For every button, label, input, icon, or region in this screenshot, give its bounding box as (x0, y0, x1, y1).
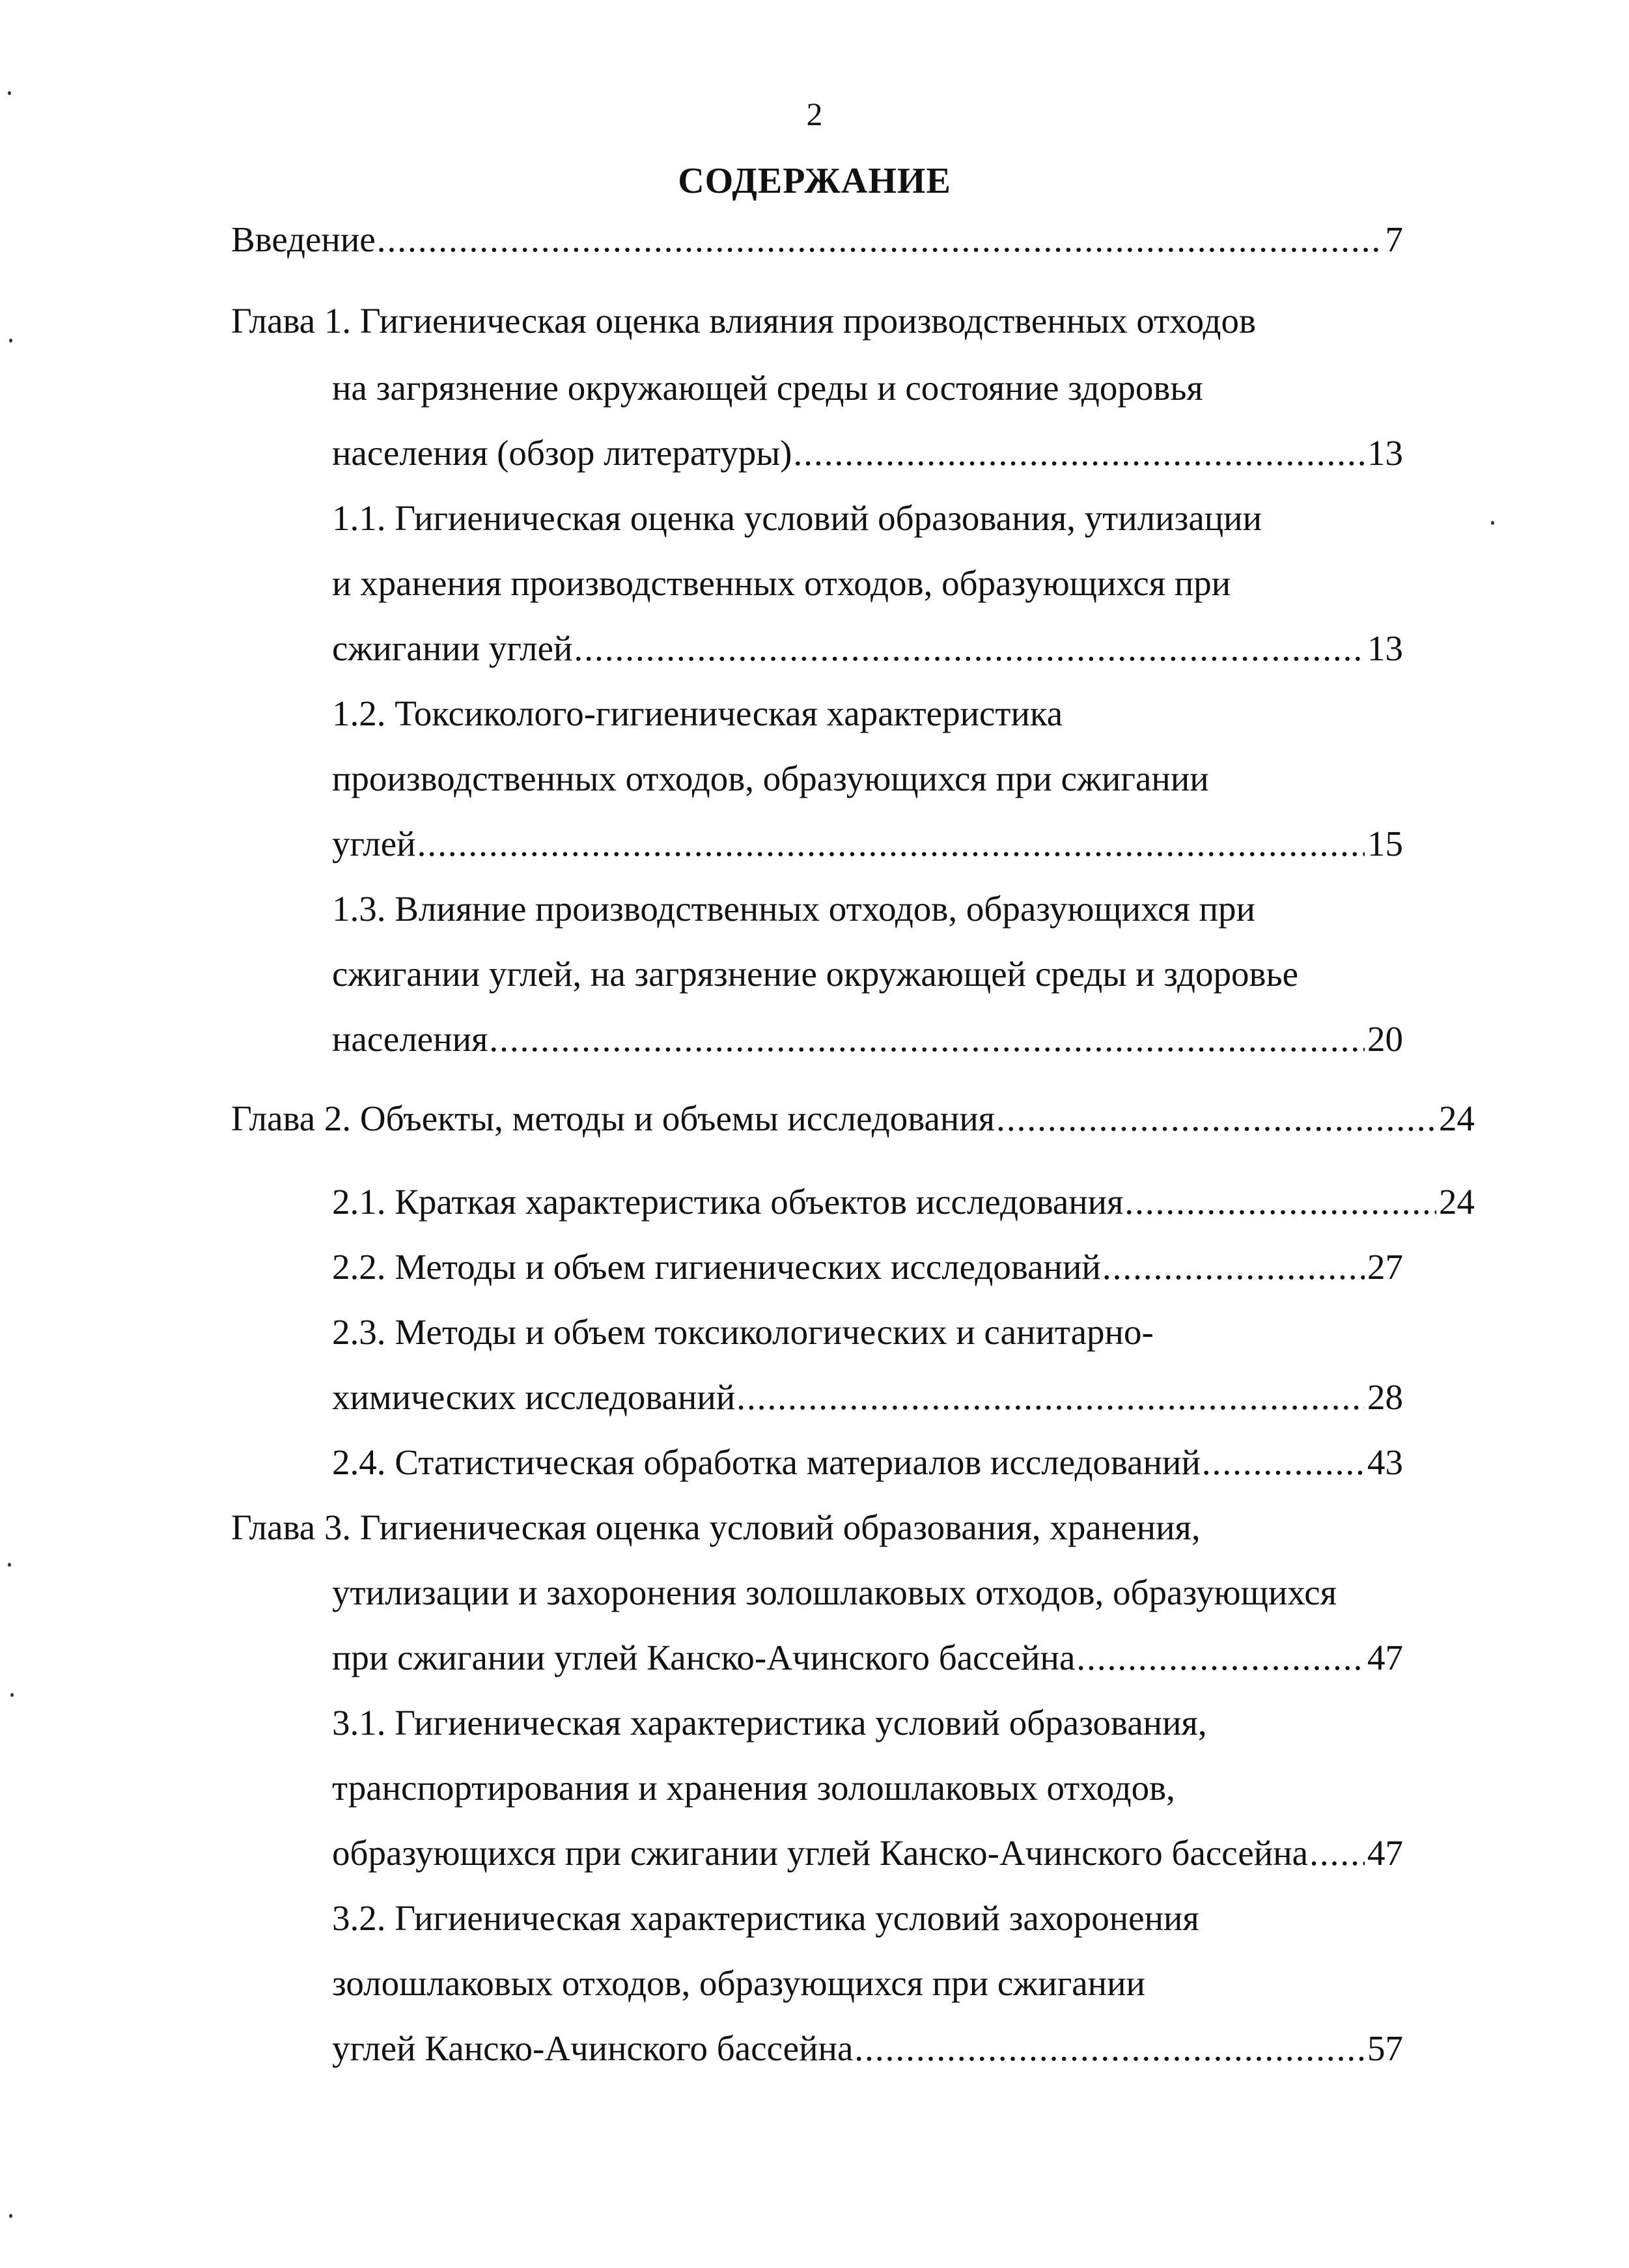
toc-entry-text: сжигании углей (332, 628, 573, 668)
toc-section-1-2-line-1 (332, 695, 1063, 731)
leader-dots (489, 1021, 1365, 1057)
toc-entry-text: Глава 2. Объекты, методы и объемы исследования (231, 1099, 995, 1138)
toc-page-number: 20 (1367, 1019, 1403, 1059)
toc-entry-text: на загрязнение окружающей среды и состояние здоровья (332, 368, 1203, 408)
toc-section-2-2 (332, 1249, 1403, 1285)
toc-chapter-1-line-3 (332, 435, 1403, 471)
toc-section-1-3-line-1 (332, 891, 1255, 927)
scan-speck (9, 339, 12, 343)
toc-page-number: 24 (1439, 1182, 1475, 1222)
toc-section-2-1 (332, 1184, 1475, 1220)
toc-section-3-1-line-3 (332, 1835, 1403, 1871)
toc-page-number: 15 (1367, 824, 1403, 863)
toc-entry-text: и хранения производственных отходов, образующихся при (332, 563, 1231, 603)
toc-section-3-1-line-2 (332, 1770, 1175, 1806)
toc-entry-text: производственных отходов, образующихся при сжигании (332, 759, 1209, 798)
toc-chapter-1-line-2 (332, 370, 1203, 406)
toc-entry-text: углей (332, 824, 416, 863)
leader-dots (1102, 1249, 1365, 1285)
toc-entry-intro (231, 221, 1403, 257)
scan-speck (1491, 521, 1494, 525)
toc-page-number: 43 (1367, 1442, 1403, 1482)
toc-page-number: 24 (1439, 1099, 1475, 1138)
toc-chapter-3-line-2 (332, 1575, 1337, 1610)
leader-dots (736, 1379, 1365, 1415)
toc-entry-text: Глава 1. Гигиеническая оценка влияния производственных отходов (231, 301, 1256, 341)
toc-entry-text: 2.4. Статистическая обработка материалов исследований (332, 1442, 1201, 1482)
leader-dots (1309, 1835, 1365, 1871)
toc-section-1-2-line-3 (332, 826, 1403, 861)
toc-entry-text: Введение (231, 219, 376, 259)
leader-dots (417, 826, 1365, 861)
toc-section-1-1-line-2 (332, 565, 1231, 601)
toc-entry-text: 1.1. Гигиеническая оценка условий образования, утилизации (332, 498, 1262, 538)
toc-entry-text: населения (обзор литературы) (332, 433, 792, 473)
toc-chapter-2 (231, 1100, 1475, 1136)
leader-dots (793, 435, 1365, 471)
toc-entry-text: 3.1. Гигиеническая характеристика условий образования, (332, 1703, 1207, 1743)
toc-entry-text: 2.3. Методы и объем токсикологических и санитарно- (332, 1312, 1154, 1352)
toc-entry-text: 3.2. Гигиеническая характеристика условий захоронения (332, 1898, 1199, 1938)
toc-page-number: 47 (1367, 1833, 1403, 1873)
toc-section-1-1-line-3 (332, 630, 1403, 666)
toc-section-3-2-line-3 (332, 2030, 1403, 2066)
toc-entry-text: Глава 3. Гигиеническая оценка условий образования, хранения, (231, 1507, 1201, 1547)
toc-entry-text: углей Канско-Ачинского бассейна (332, 2028, 854, 2068)
toc-page-number: 27 (1367, 1247, 1403, 1287)
toc-section-2-3-line-1 (332, 1314, 1154, 1350)
leader-dots (574, 630, 1365, 666)
toc-section-3-1-line-1 (332, 1705, 1207, 1741)
toc-entry-text: золошлаковых отходов, образующихся при сжигании (332, 1963, 1145, 2003)
toc-section-2-4 (332, 1444, 1403, 1480)
scan-speck (8, 1563, 11, 1567)
toc-entry-text: 2.1. Краткая характеристика объектов исследования (332, 1182, 1124, 1222)
page-number: 2 (806, 96, 823, 132)
toc-entry-text: 1.2. Токсиколого-гигиеническая характеристика (332, 693, 1063, 733)
toc-page-number: 13 (1367, 433, 1403, 473)
toc-chapter-1-line-1 (231, 303, 1256, 339)
toc-section-1-1-line-1 (332, 500, 1262, 536)
toc-page-number: 13 (1367, 628, 1403, 668)
toc-section-1-2-line-2 (332, 761, 1209, 796)
page-title: СОДЕРЖАНИЕ (678, 161, 951, 201)
leader-dots (854, 2030, 1365, 2066)
toc-section-2-3-line-2 (332, 1379, 1403, 1415)
leader-dots (996, 1100, 1436, 1136)
toc-entry-text: утилизации и захоронения золошлаковых отходов, образующихся (332, 1573, 1337, 1612)
toc-entry-text: образующихся при сжигании углей Канско-Ачинского бассейна (332, 1833, 1309, 1873)
toc-section-1-3-line-3 (332, 1021, 1403, 1057)
toc-chapter-3-line-3 (332, 1640, 1403, 1675)
leader-dots (1076, 1640, 1365, 1675)
leader-dots (1202, 1444, 1365, 1480)
toc-page-number: 7 (1385, 219, 1403, 259)
toc-page-number: 57 (1367, 2028, 1403, 2068)
toc-chapter-3-line-1 (231, 1509, 1201, 1545)
toc-section-1-3-line-2 (332, 956, 1298, 992)
scan-speck (9, 2214, 12, 2218)
toc-entry-text: сжигании углей, на загрязнение окружающей среды и здоровье (332, 954, 1298, 994)
toc-entry-text: 1.3. Влияние производственных отходов, образующихся при (332, 889, 1255, 929)
scan-speck (8, 91, 11, 95)
scan-speck (10, 1693, 14, 1697)
toc-section-3-2-line-2 (332, 1965, 1145, 2001)
toc-entry-text: при сжигании углей Канско-Ачинского бассейна (332, 1638, 1076, 1677)
toc-section-3-2-line-1 (332, 1900, 1199, 1936)
toc-entry-text: химических исследований (332, 1377, 736, 1417)
toc-page-number: 47 (1367, 1638, 1403, 1677)
toc-page-number: 28 (1367, 1377, 1403, 1417)
toc-entry-text: транспортирования и хранения золошлаковых отходов, (332, 1768, 1175, 1808)
toc-entry-text: населения (332, 1019, 488, 1059)
leader-dots (1124, 1184, 1436, 1220)
toc-entry-text: 2.2. Методы и объем гигиенических исследований (332, 1247, 1101, 1287)
leader-dots (377, 221, 1383, 257)
